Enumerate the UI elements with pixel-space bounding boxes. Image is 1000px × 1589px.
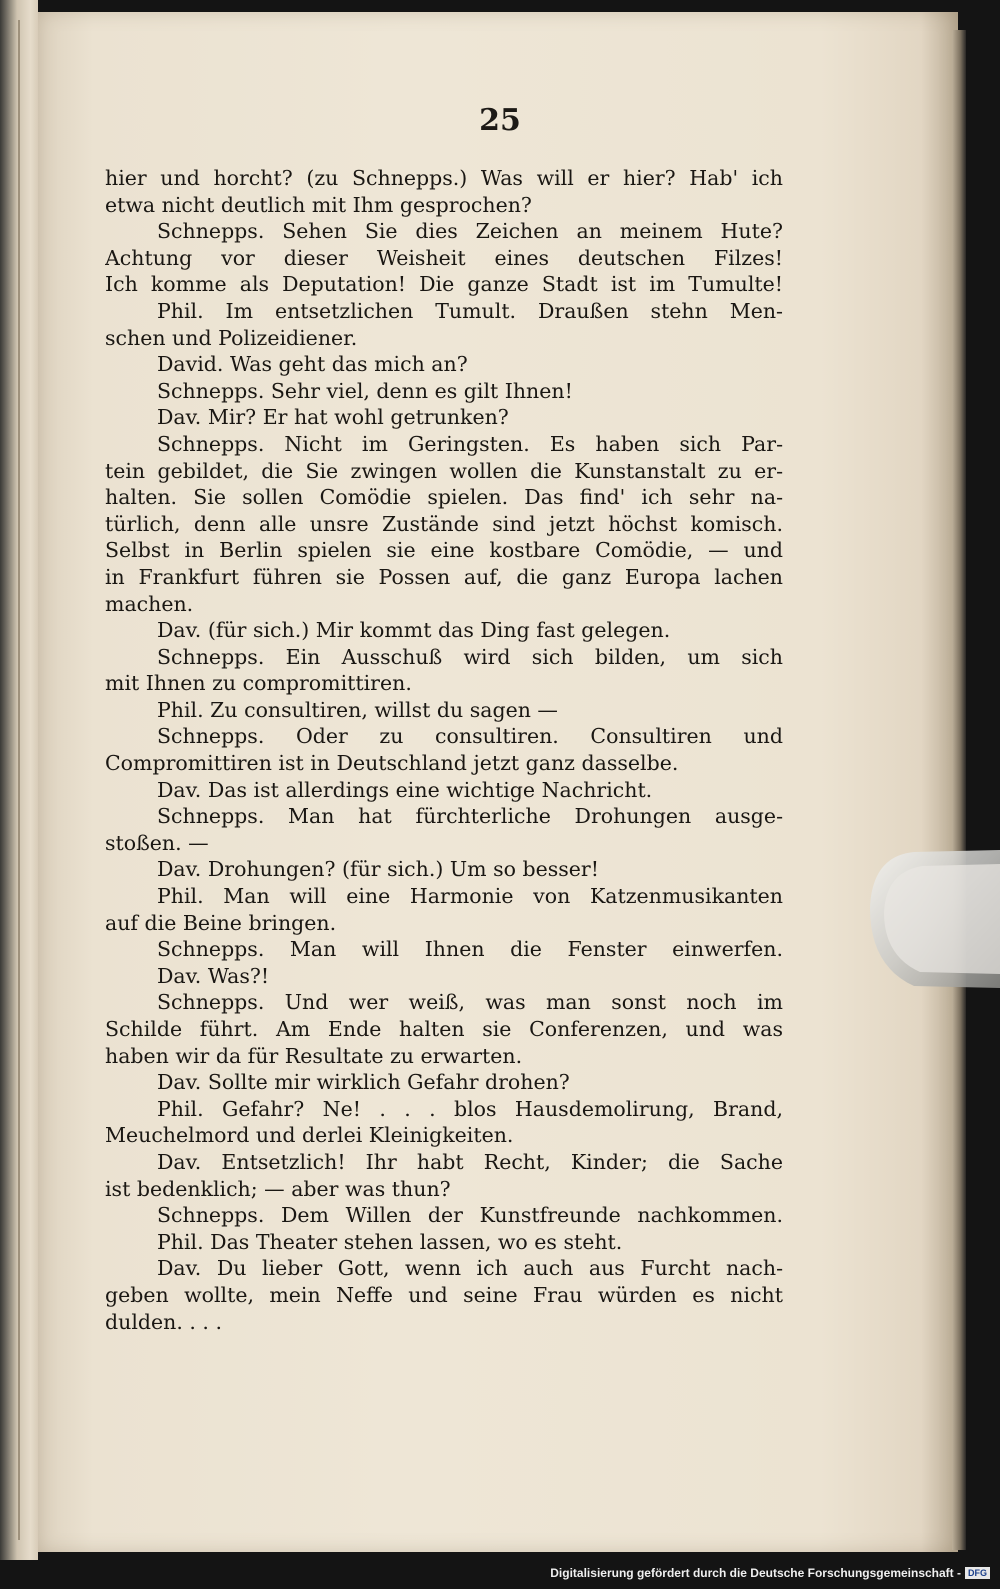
- text-line: etwa nicht deutlich mit Ihm gesprochen?: [105, 192, 532, 217]
- text-line: machen.: [105, 591, 194, 616]
- text-line: Dav. Was?!: [157, 963, 270, 988]
- text-line: dulden. . . .: [105, 1309, 222, 1334]
- text-line: Schnepps. Sehr viel, denn es gilt Ihnen!: [157, 378, 573, 403]
- text-line: Dav. Sollte mir wirklich Gefahr drohen?: [157, 1070, 570, 1095]
- text-line: David. Was geht das mich an?: [157, 352, 468, 377]
- text-line: Schnepps. Und wer weiß, was man sonst noch im: [157, 990, 783, 1015]
- text-line: haben wir da für Resultate zu erwarten.: [105, 1043, 523, 1068]
- text-line: Dav. Mir? Er hat wohl getrunken?: [157, 405, 509, 430]
- text-line: Schnepps. Nicht im Geringsten. Es haben sich Par-: [157, 431, 783, 456]
- text-line: tein gebildet, die Sie zwingen wollen die Kunstanstalt zu er-: [105, 458, 783, 483]
- text-line: Dav. Entsetzlich! Ihr habt Recht, Kinder; die Sache: [157, 1149, 783, 1174]
- footer-text: Digitalisierung gefördert durch die Deutsche Forschungsgemeinschaft -: [550, 1566, 961, 1580]
- text-line: Compromittiren ist in Deutschland jetzt ganz dasselbe.: [105, 751, 679, 776]
- text-line: Schnepps. Oder zu consultiren. Consultiren und: [157, 724, 783, 749]
- text-line: auf die Beine bringen.: [105, 910, 337, 935]
- glass-clip-icon: [862, 848, 1000, 990]
- dfg-logo: DFG: [965, 1567, 990, 1579]
- book-spine: [0, 0, 38, 1560]
- text-line: Dav. Drohungen? (für sich.) Um so besser!: [157, 857, 599, 882]
- text-line: in Frankfurt führen sie Possen auf, die ganz Europa lachen: [105, 564, 783, 589]
- text-line: Achtung vor dieser Weisheit eines deutschen Filzes!: [105, 245, 783, 270]
- text-line: Meuchelmord und derlei Kleinigkeiten.: [105, 1123, 514, 1148]
- text-line: Schnepps. Man hat fürchterliche Drohungen ausge-: [157, 804, 783, 829]
- footer-credit: [550, 1566, 990, 1580]
- text-line: Phil. Man will eine Harmonie von Katzenmusikanten: [157, 884, 783, 909]
- text-line: Schnepps. Man will Ihnen die Fenster einwerfen.: [157, 937, 783, 962]
- text-line: Selbst in Berlin spielen sie eine kostbare Comödie, — und: [105, 538, 783, 563]
- text-line: Dav. Das ist allerdings eine wichtige Nachricht.: [157, 777, 653, 802]
- text-line: Phil. Im entsetzlichen Tumult. Draußen stehn Men-: [157, 298, 783, 323]
- text-line: Phil. Zu consultiren, willst du sagen —: [157, 697, 558, 722]
- text-line: Phil. Das Theater stehen lassen, wo es steht.: [157, 1229, 623, 1254]
- text-line: hier und horcht? (zu Schnepps.) Was will er hier? Hab' ich: [105, 166, 783, 190]
- text-line: schen und Polizeidiener.: [105, 325, 358, 350]
- text-line: Schnepps. Ein Ausschuß wird sich bilden, um sich: [157, 644, 783, 669]
- text-line: Schnepps. Dem Willen der Kunstfreunde nachkommen.: [157, 1203, 783, 1228]
- text-line: Dav. (für sich.) Mir kommt das Ding fast gelegen.: [157, 618, 671, 643]
- text-line: türlich, denn alle unsre Zustände sind jetzt höchst komisch.: [105, 511, 783, 536]
- page-edge: [952, 30, 966, 1550]
- text-line: Schilde führt. Am Ende halten sie Conferenzen, und was: [105, 1017, 783, 1041]
- text-line: ist bedenklich; — aber was thun?: [105, 1176, 451, 1201]
- text-line: stoßen. —: [105, 830, 209, 855]
- page-number: 25: [479, 103, 521, 138]
- page-text: [105, 165, 783, 1335]
- text-line: halten. Sie sollen Comödie spielen. Das find' ich sehr na-: [105, 485, 783, 510]
- text-line: Schnepps. Sehen Sie dies Zeichen an meinem Hute?: [157, 219, 783, 244]
- text-line: Dav. Du lieber Gott, wenn ich auch aus Furcht nach-: [157, 1256, 783, 1281]
- text-line: Phil. Gefahr? Ne! . . . blos Hausdemolirung, Brand,: [157, 1096, 783, 1121]
- text-line: Ich komme als Deputation! Die ganze Stadt ist im Tumulte!: [105, 272, 783, 297]
- text-line: mit Ihnen zu compromittiren.: [105, 671, 412, 696]
- text-line: geben wollte, mein Neffe und seine Frau würden es nicht: [105, 1282, 783, 1307]
